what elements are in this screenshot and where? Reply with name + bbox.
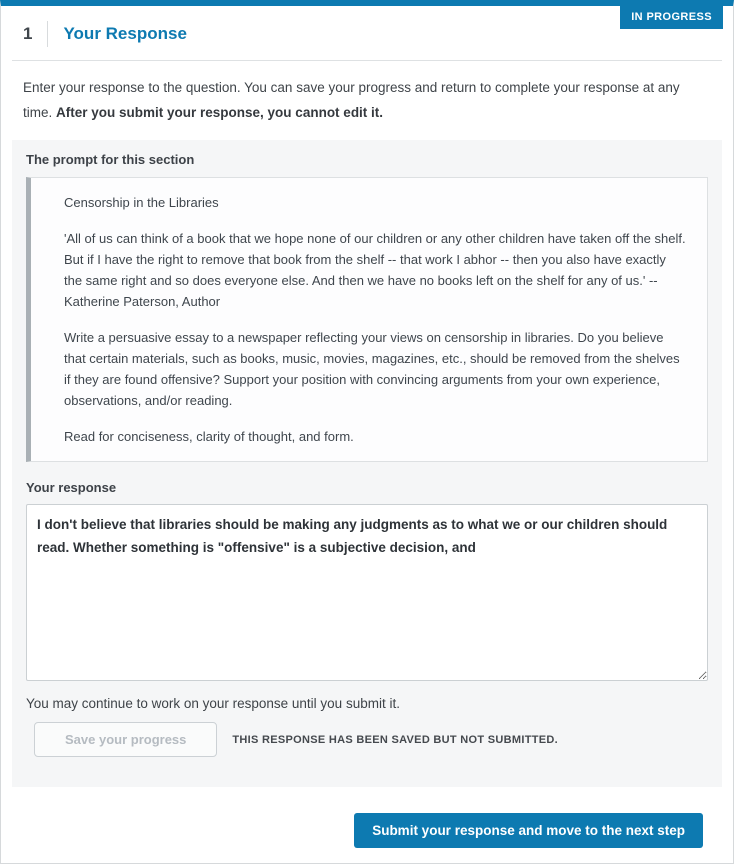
response-label: Your response [26,480,117,495]
save-status-message: THIS RESPONSE HAS BEEN SAVED BUT NOT SUBMITTED. [232,733,558,746]
prompt-paragraph: Read for conciseness, clarity of thought, and form. [64,429,354,444]
prompt-label: The prompt for this section [26,152,195,167]
step-instructions [23,75,711,125]
prompt-paragraph: 'All of us can think of a book that we hope none of our children or any other children have taken off the shelf. But if I have the right to remove that book from the shelf -- that work I abhor -- then you also have exactly the same right and so does everyone else. And then we have no books left on the shelf for any of us.' --Katherine Paterson, Author [64,231,686,309]
response-panel [12,140,722,787]
prompt-paragraph: Censorship in the Libraries [64,195,219,210]
submit-response-button[interactable]: Submit your response and move to the next step [354,813,703,848]
status-badge: IN PROGRESS [620,6,723,29]
response-textarea[interactable] [26,504,708,681]
instructions-warning: After you submit your response, you cannot edit it. [56,105,384,120]
instructions-regular: Enter your response to the question. You can save your progress and return to complete your response at any time. [23,80,680,120]
save-row [34,722,708,757]
step-footer [1,787,733,863]
step-header [12,6,722,61]
step-title: Your Response [63,24,187,43]
step-number: 1 [23,24,33,43]
prompt-paragraph: Write a persuasive essay to a newspaper reflecting your views on censorship in libraries. Do you believe that certain materials, such as books, music, movies, magazines, etc., should be removed from the shelves if they are found offensive? Support your position with convincing arguments from your own experience, observations, and/or reading. [64,330,680,408]
save-progress-button[interactable]: Save your progress [34,722,217,757]
header-divider [47,21,48,47]
prompt-text-box [26,177,708,462]
save-note: You may continue to work on your response until you submit it. [26,696,400,711]
